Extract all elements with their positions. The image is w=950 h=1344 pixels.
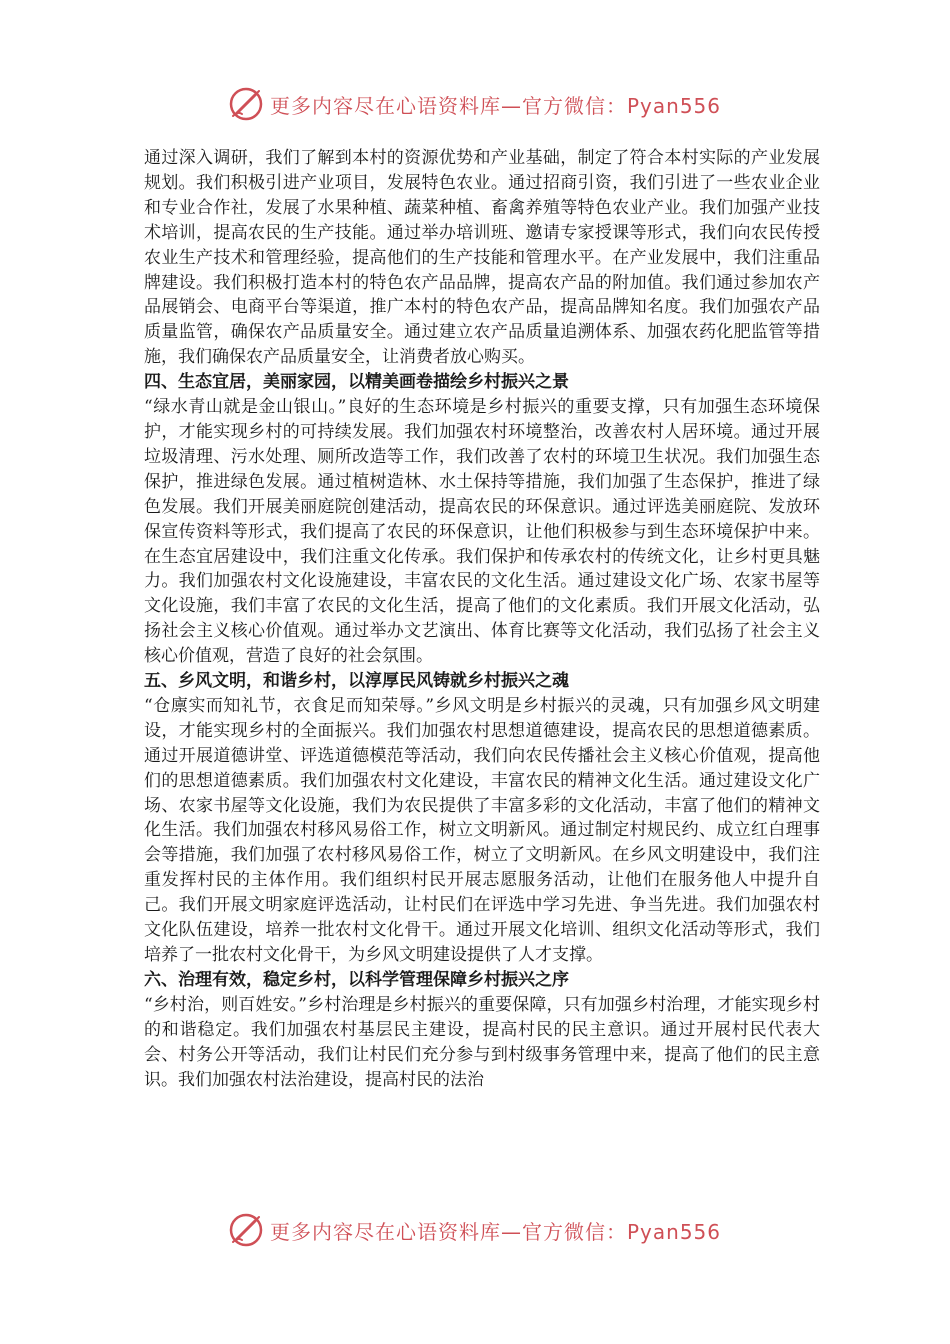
watermark-text: 更多内容尽在心语资料库—官方微信：Pyan556 — [270, 1219, 722, 1244]
paragraph: “乡村治，则百姓安。”乡村治理是乡村振兴的重要保障，只有加强乡村治理，才能实现乡村的和谐稳定。我们加强农村基层民主建设，提高村民的民主意识。通过开展村民代表大会、村务公开等活动，我们让村民们充分参与到村级事务管理中来，提高了他们的民主意识。我们加强农村法治建设，提高村民的法治 — [144, 994, 820, 1090]
paragraph: “仓廪实而知礼节，衣食足而知荣辱。”乡风文明是乡村振兴的灵魂，只有加强乡风文明建设，才能实现乡村的全面振兴。我们加强农村思想道德建设，提高农民的思想道德素质。通过开展道德讲堂、评选道德模范等活动，我们向农民传播社会主义核心价值观，提高他们的思想道德素质。我们加强农村文化建设，丰富农民的精神文化生活。通过建设文化广场、农家书屋等文化设施，我们为农民提供了丰富多彩的文化活动，丰富了他们的精神文化生活。我们加强农村移风易俗工作，树立文明新风。通过制定村规民约、成立红白理事会等措施，我们加强了农村移风易俗工作，树立了文明新风。在乡风文明建设中，我们注重发挥村民的主体作用。我们组织村民开展志愿服务活动，让他们在服务他人中提升自己。我们开展文明家庭评选活动，让村民们在评选中学习先进、争当先进。我们加强农村文化队伍建设，培养一批农村文化骨干。通过开展文化培训、组织文化活动等形式，我们培养了一批农村文化骨干，为乡风文明建设提供了人才支撑。 — [144, 695, 820, 965]
watermark-text: 更多内容尽在心语资料库—官方微信：Pyan556 — [270, 93, 722, 118]
section-heading: 五、乡风文明，和谐乡村，以淳厚民风铸就乡村振兴之魂 — [144, 671, 569, 692]
paragraph: “绿水青山就是金山银山。”良好的生态环境是乡村振兴的重要支撑，只有加强生态环境保护，才能实现乡村的可持续发展。我们加强农村环境整治，改善农村人居环境。通过开展垃圾清理、污水处理、厕所改造等工作，我们改善了农村的环境卫生状况。我们加强生态保护，推进绿色发展。通过植树造林、水土保持等措施，我们加强了生态保护，推进了绿色发展。我们开展美丽庭院创建活动，提高农民的环保意识。通过评选美丽庭院、发放环保宣传资料等形式，我们提高了农民的环保意识，让他们积极参与到生态环境保护中来。在生态宜居建设中，我们注重文化传承。我们保护和传承农村的传统文化，让乡村更具魅力。我们加强农村文化设施建设，丰富农民的文化生活。通过建设文化广场、农家书屋等文化设施，我们丰富了农民的文化生活，提高了他们的文化素质。我们开展文化活动，弘扬社会主义核心价值观。通过举办文艺演出、体育比赛等文化活动，我们弘扬了社会主义核心价值观，营造了良好的社会氛围。 — [144, 397, 820, 667]
section-heading: 四、生态宜居，美丽家园，以精美画卷描绘乡村振兴之景 — [144, 372, 569, 393]
section-heading: 六、治理有效，稳定乡村，以科学管理保障乡村振兴之序 — [144, 969, 569, 990]
document-body — [144, 146, 820, 1092]
header-watermark — [228, 82, 748, 126]
footer-watermark — [228, 1208, 748, 1252]
pen-logo-icon — [228, 1212, 264, 1248]
paragraph: 通过深入调研，我们了解到本村的资源优势和产业基础，制定了符合本村实际的产业发展规划。我们积极引进产业项目，发展特色农业。通过招商引资，我们引进了一些农业企业和专业合作社，发展了水果种植、蔬菜种植、畜禽养殖等特色农业产业。我们加强产业技术培训，提高农民的生产技能。通过举办培训班、邀请专家授课等形式，我们向农民传授农业生产技术和管理经验，提高他们的生产技能和管理水平。在产业发展中，我们注重品牌建设。我们积极打造本村的特色农产品品牌，提高农产品的附加值。我们通过参加农产品展销会、电商平台等渠道，推广本村的特色农产品，提高品牌知名度。我们加强农产品质量监管，确保农产品质量安全。通过建立农产品质量追溯体系、加强农药化肥监管等措施，我们确保农产品质量安全，让消费者放心购买。 — [144, 148, 820, 368]
pen-logo-icon — [228, 86, 264, 122]
